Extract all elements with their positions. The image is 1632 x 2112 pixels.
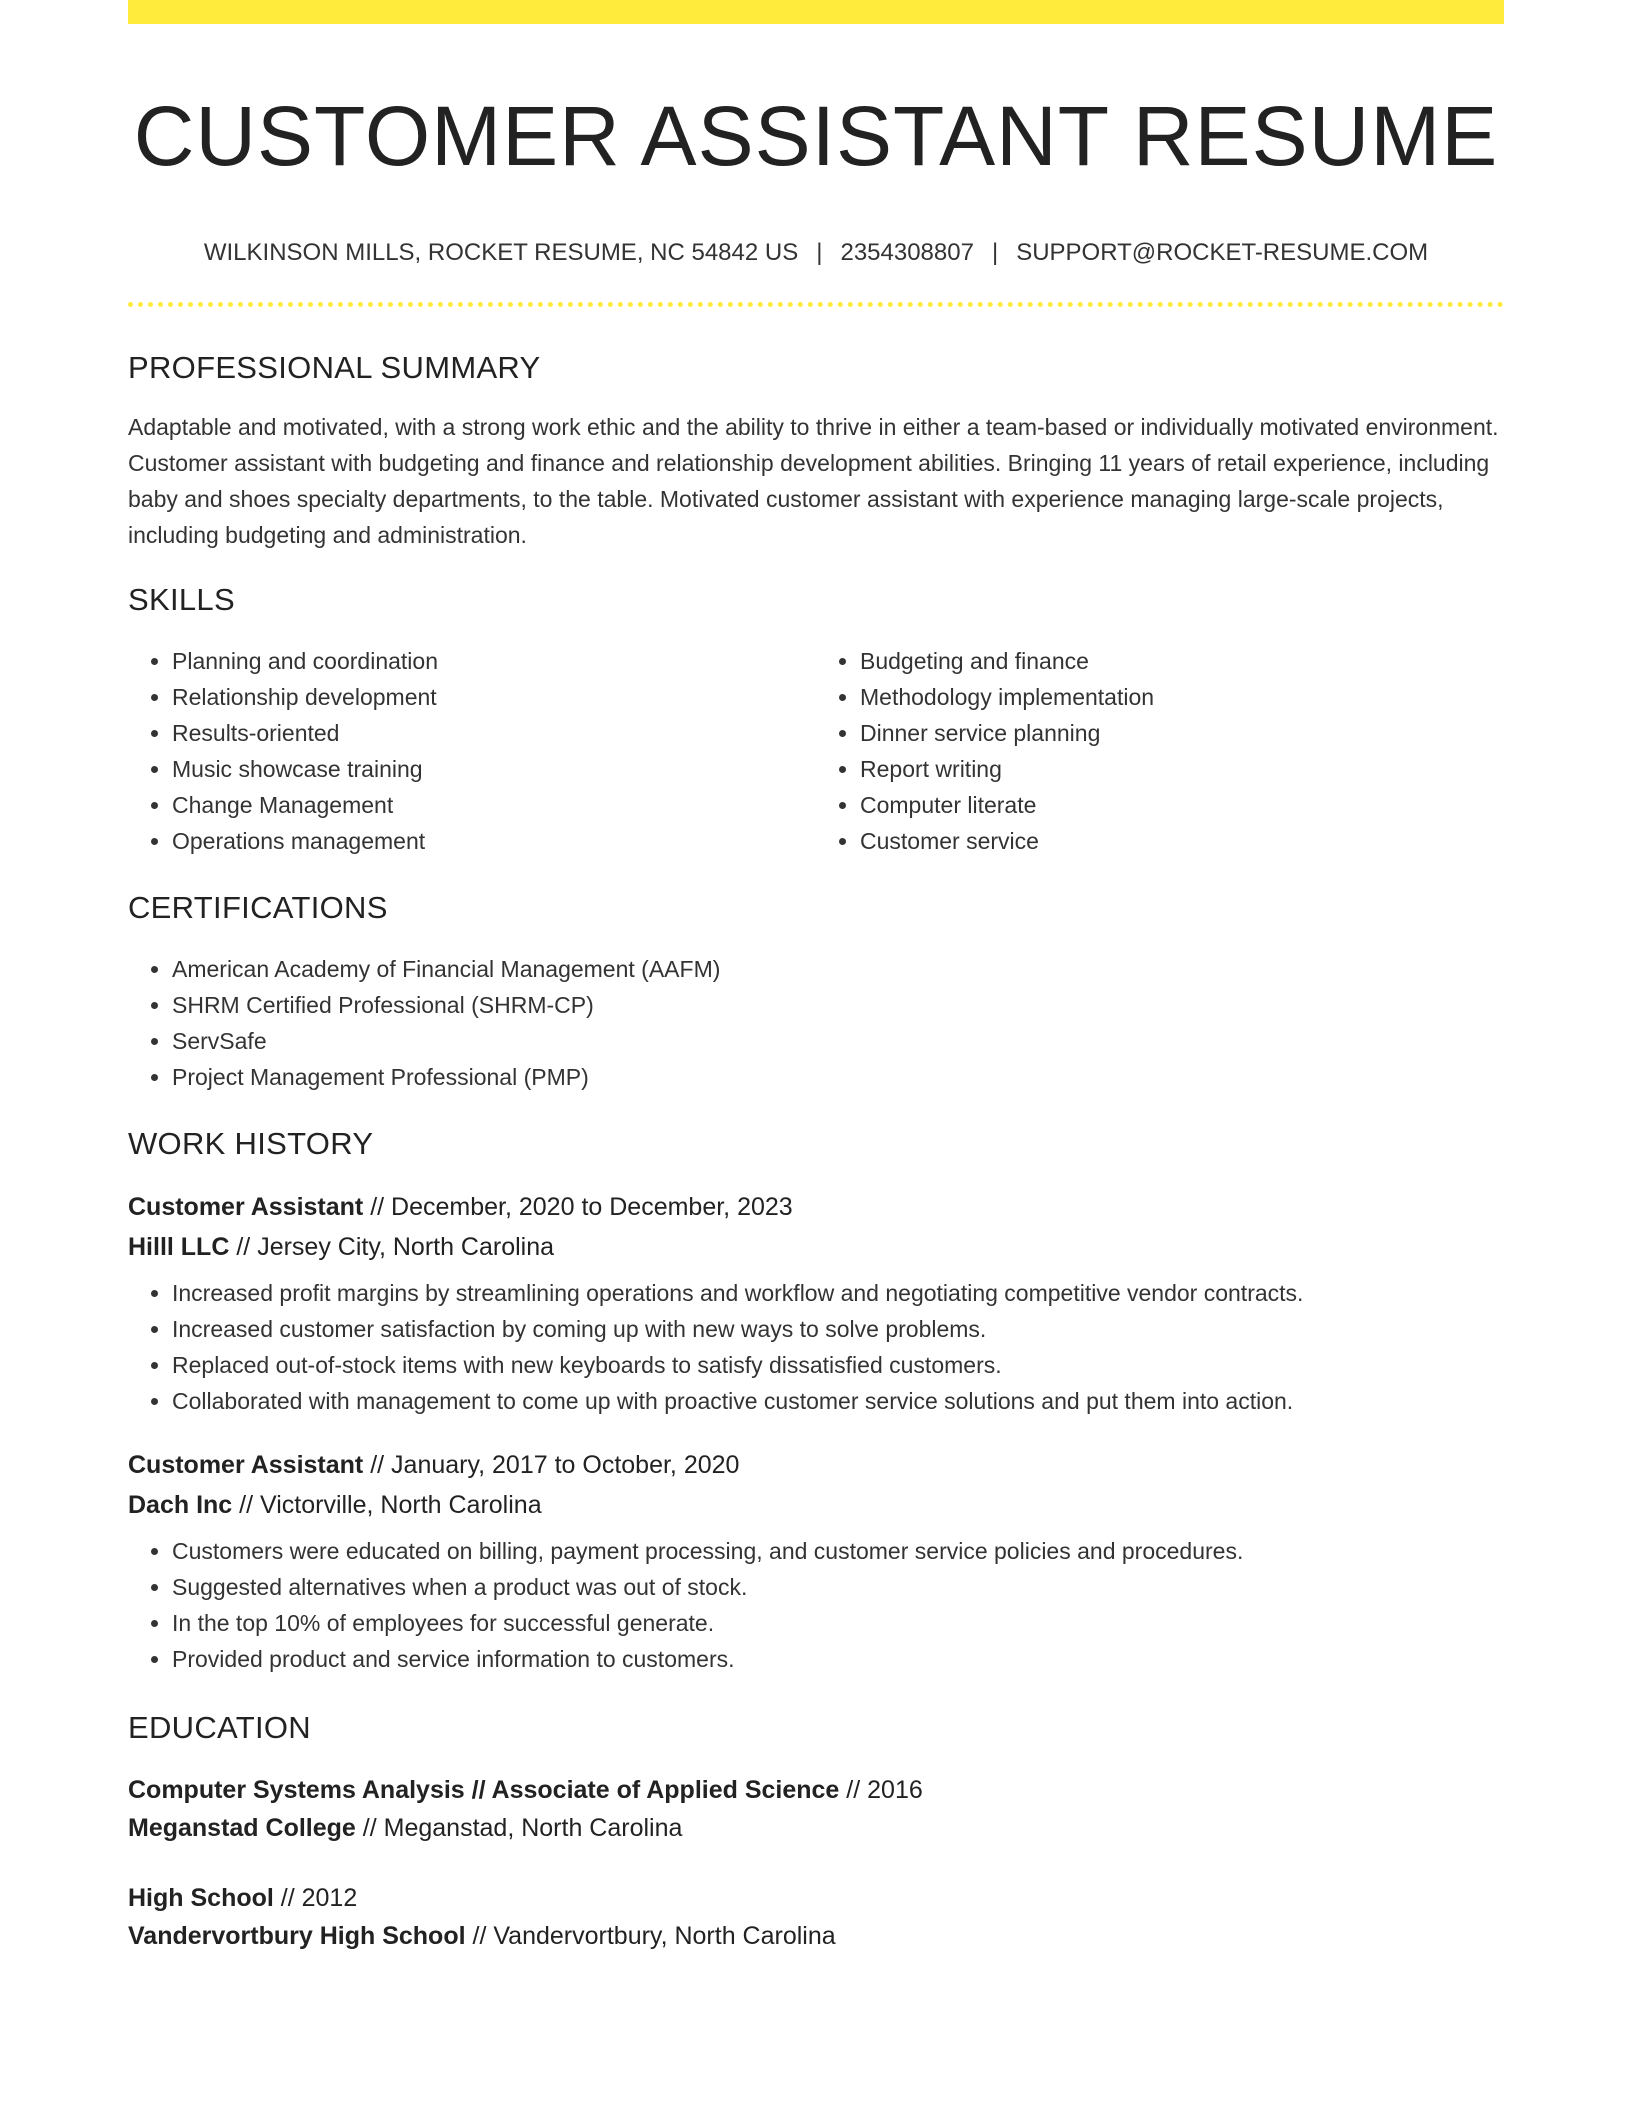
skill-item: • Change Management: [172, 787, 816, 823]
job-title: Customer Assistant: [128, 1451, 364, 1479]
divider: //: [232, 1491, 260, 1519]
divider: //: [363, 1451, 392, 1479]
section-heading-certifications: CERTIFICATIONS: [128, 890, 388, 925]
education-degree-line: [128, 1879, 1504, 1917]
skill-item: • Operations management: [172, 823, 816, 859]
divider: //: [363, 1193, 392, 1221]
education-location: Meganstad, North Carolina: [383, 1814, 683, 1842]
divider: //: [839, 1776, 868, 1804]
job-entry: [128, 1445, 1504, 1677]
skill-item: • Methodology implementation: [860, 679, 1504, 715]
contact-separator: |: [991, 239, 999, 266]
contact-line: [128, 238, 1504, 268]
section-heading-summary: PROFESSIONAL SUMMARY: [128, 350, 541, 385]
job-bullet: • Customers were educated on billing, payment processing, and customer service policies and procedures.: [172, 1533, 1504, 1569]
contact-separator: |: [816, 239, 823, 266]
contact-phone: 2354308807: [840, 239, 974, 266]
job-entry: [128, 1187, 1504, 1419]
job-company: Hilll LLC: [128, 1233, 230, 1261]
certifications-list: [128, 951, 1504, 1095]
skill-item: • Music showcase training: [172, 751, 816, 787]
skill-item: • Planning and coordination: [172, 643, 816, 679]
divider: //: [465, 1922, 494, 1950]
education-entry: [128, 1879, 1504, 1955]
education-year: 2012: [301, 1884, 358, 1912]
summary-text: Adaptable and motivated, with a strong work ethic and the ability to thrive in either a team-based or individually motivated environment. Customer assistant with budgeting and finance and relationship development abilities. Bringing 11 years of retail experience, including baby and shoes specialty departments, to the table. Motivated customer assistant with experience managing large-scale projects, including budgeting and administration.: [128, 414, 1499, 548]
skill-item: • Results-oriented: [172, 715, 816, 751]
job-bullet: • Suggested alternatives when a product was out of stock.: [172, 1569, 1504, 1605]
certification-item: • Project Management Professional (PMP): [172, 1059, 1504, 1095]
job-company-line: [128, 1227, 1504, 1267]
resume-title: CUSTOMER ASSISTANT RESUME: [133, 89, 1499, 183]
dotted-divider: [128, 302, 1504, 307]
certification-item: • ServSafe: [172, 1023, 1504, 1059]
skills-list-left: [128, 643, 816, 859]
job-bullets: [128, 1533, 1504, 1677]
skill-item: • Dinner service planning: [860, 715, 1504, 751]
job-location: Jersey City, North Carolina: [257, 1233, 555, 1261]
skill-item: • Report writing: [860, 751, 1504, 787]
job-location: Victorville, North Carolina: [260, 1491, 542, 1519]
contact-address: WILKINSON MILLS, ROCKET RESUME, NC 54842 US: [203, 239, 799, 266]
divider: //: [355, 1814, 384, 1842]
education-school: Vandervortbury High School: [128, 1922, 466, 1950]
skill-item: • Budgeting and finance: [860, 643, 1504, 679]
skills-list-right: [816, 643, 1504, 859]
education-location: Vandervortbury, North Carolina: [493, 1922, 836, 1950]
job-bullets: [128, 1275, 1504, 1419]
job-title: Customer Assistant: [128, 1193, 364, 1221]
education-degree-line: [128, 1771, 1504, 1809]
skill-item: • Computer literate: [860, 787, 1504, 823]
job-title-line: [128, 1445, 1504, 1485]
resume-page: [128, 0, 1504, 1955]
skill-item: • Customer service: [860, 823, 1504, 859]
divider: //: [273, 1884, 302, 1912]
section-heading-education: EDUCATION: [128, 1710, 311, 1745]
job-title-line: [128, 1187, 1504, 1227]
contact-email[interactable]: SUPPORT@ROCKET-RESUME.COM: [1016, 239, 1429, 266]
divider: //: [229, 1233, 258, 1261]
section-heading-skills: SKILLS: [128, 582, 235, 617]
job-company: Dach Inc: [128, 1491, 233, 1519]
education-school-line: [128, 1809, 1504, 1847]
education-entry: [128, 1771, 1504, 1847]
education-degree: High School: [128, 1884, 274, 1912]
certification-item: • SHRM Certified Professional (SHRM-CP): [172, 987, 1504, 1023]
education-year: 2016: [867, 1776, 923, 1804]
education-school: Meganstad College: [128, 1814, 356, 1842]
certification-item: • American Academy of Financial Management (AAFM): [172, 951, 1504, 987]
job-bullet: • In the top 10% of employees for successful generate.: [172, 1605, 1504, 1641]
skills-columns: [128, 643, 1504, 859]
job-dates: December, 2020 to December, 2023: [391, 1193, 793, 1221]
accent-top-bar: [128, 0, 1504, 24]
section-heading-work-history: WORK HISTORY: [128, 1126, 374, 1161]
job-bullet: • Collaborated with management to come up with proactive customer service solutions and put them into action.: [172, 1383, 1504, 1419]
job-bullet: • Replaced out-of-stock items with new keyboards to satisfy dissatisfied customers.: [172, 1347, 1504, 1383]
job-company-line: [128, 1485, 1504, 1525]
job-bullet: • Provided product and service information to customers.: [172, 1641, 1504, 1677]
education-school-line: [128, 1917, 1504, 1955]
education-degree: Computer Systems Analysis // Associate of Applied Science: [128, 1776, 840, 1804]
job-bullet: • Increased profit margins by streamlining operations and workflow and negotiating competitive vendor contracts.: [172, 1275, 1504, 1311]
skill-item: • Relationship development: [172, 679, 816, 715]
job-bullet: • Increased customer satisfaction by coming up with new ways to solve problems.: [172, 1311, 1504, 1347]
job-dates: January, 2017 to October, 2020: [391, 1451, 740, 1479]
